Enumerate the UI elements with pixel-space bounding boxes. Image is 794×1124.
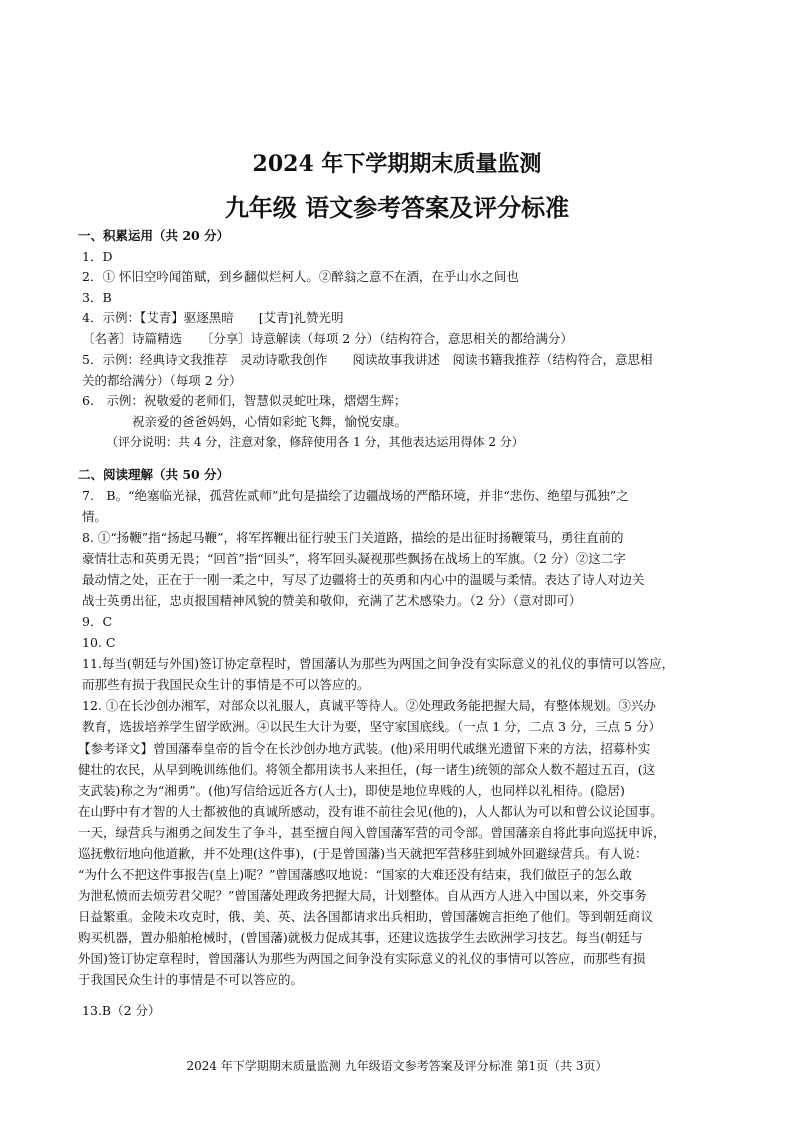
answer-line: 5．示例：经典诗文我推荐 灵动诗歌我创作 阅读故事我讲述 阅读书籍我推荐（结构符合，意思相 (82, 352, 653, 367)
answer-line: 2．① 怀旧空吟闻笛赋，到乡翻似烂柯人。②醉翁之意不在酒，在乎山水之间也 (82, 269, 519, 284)
translation-line: 外国)签订协定章程时，曾国藩认为那些为两国之间争没有实际意义的礼仪的事情可以答应，而那些有损 (78, 951, 646, 966)
answer-line: 7. B。“绝塞临光禄，孤营佐贰师”此句是描绘了边疆战场的严酷环境，并非“悲伤、绝望与孤独”之 (82, 488, 629, 503)
scoring-note: （评分说明：共 4 分，注意对象，修辞使用各 1 分，其他表达运用得体 2 分） (106, 435, 524, 449)
translation-line: 日益繁重。金陵未攻克时，俄、美、英、法各国都请求出兵相助，曾国藩婉言拒绝了他们。等到朝廷商议 (78, 909, 654, 924)
document-subtitle: 九年级 语文参考答案及评分标准 (224, 193, 570, 222)
answer-line: 战士英勇出征，忠贞报国精神风貌的赞美和敬仰，充满了艺术感染力。（2 分）（意对即可） (82, 593, 582, 608)
answer-line: 13.B（2 分） (82, 1003, 161, 1018)
answer-line: 10. C (82, 635, 116, 650)
answer-line: 4．示例：【艾青】驱逐黑暗 [艾青]礼赞光明 (82, 310, 344, 325)
translation-line: 健壮的农民，从早到晚训练他们。将领全都用读书人来担任，(每一诸生)统领的部众人数不超过五百，(这 (78, 762, 656, 777)
translation-line: 在山野中有才智的人士都被他的真诚所感动，没有谁不前往会见(他的)，人人都认为可以和曾公议论国事。 (78, 804, 663, 819)
translation-line: 于我国民众生计的事情是不可以答应的。 (78, 972, 304, 987)
answer-line: 情。 (82, 509, 108, 524)
answer-line: 3．B (82, 290, 112, 305)
translation-line: 为泄私愤而去烦劳君父呢？”曾国藩处理政务把握大局，计划整体。自从西方人进入中国以来，外交事务 (78, 888, 647, 903)
answer-line: 9．C (82, 614, 113, 629)
answer-line: 关的都给满分）（每项 2 分） (82, 373, 242, 388)
answer-line: 最动情之处，正在于一刚一柔之中，写尽了边疆将士的英勇和内心中的温暖与柔情。表达了诗人对边关 (82, 572, 645, 587)
answer-line: 12. ①在长沙创办湘军，对部众以礼服人，真诚平等待人。②处理政务能把握大局，有整体规划。③兴办 (82, 698, 656, 713)
answer-line: 11.每当(朝廷与外国)签订协定章程时，曾国藩认为那些为两国之间争没有实际意义的礼仪的事情可以答应， (82, 656, 675, 671)
translation-line: 【参考译文】曾国藩奉皇帝的旨令在长沙创办地方武装。(他)采用明代戚继光遗留下来的方法，招募朴实 (78, 741, 651, 756)
answer-line: 1．D (82, 249, 113, 264)
section-heading-reading: 二、阅读理解（共 50 分） (78, 467, 230, 482)
page-footer: 2024 年下学期期末质量监测 九年级语文参考答案及评分标准 第1页（共 3页） (186, 1059, 608, 1073)
answer-line: 8. ①“扬鞭”指“扬起马鞭”，将军挥鞭出征行驶玉门关道路，描绘的是出征时扬鞭策马，勇往直前的 (82, 530, 624, 545)
document-title: 2024 年下学期期末质量监测 (252, 151, 542, 177)
answer-line: 豪情壮志和英勇无畏；“回首”指“回头”，将军回头凝视那些飘扬在战场上的军旗。（2 分）②这二字 (82, 551, 626, 566)
translation-line: 一天，绿营兵与湘勇之间发生了争斗，甚至擅自闯入曾国藩军营的司令部。曾国藩亲自将此事向巡抚申诉， (78, 825, 666, 840)
answer-line: 教育，选拔培养学生留学欧洲。④以民生大计为要，坚守家国底线。（一点 1 分，二点 3 分，三点 5 分） (82, 719, 661, 734)
answer-line: 祝亲爱的爸爸妈妈，心情如彩蛇飞舞，愉悦安康。 (132, 414, 408, 429)
section-heading-accumulation: 一、积累运用（共 20 分） (78, 228, 230, 243)
answer-line: 而那些有损于我国民众生计的事情是不可以答应的。 (82, 677, 370, 692)
answer-line: 6. 示例：祝敬爱的老师们，智慧似灵蛇吐珠，熠熠生辉； (82, 393, 407, 408)
translation-line: “为什么不把这件事报告(皇上)呢？”曾国藩感叹地说：“国家的大难还没有结束，我们做臣子的怎么敢 (78, 867, 632, 882)
translation-line: 支武装)称之为“湘勇”。(他)写信给远近各方(人士)，即使是地位卑贱的人，也同样以礼相待。(隐居) (78, 783, 625, 798)
answer-line: 〔名著〕诗篇精选 〔分享〕诗意解读（每项 2 分）（结构符合，意思相关的都给满分） (82, 331, 573, 346)
translation-line: 巡抚敷衍地向他道歉，并不处理(这件事)，(于是曾国藩)当天就把军营移驻到城外回避绿营兵。有人说： (78, 846, 648, 861)
translation-line: 购买机器，置办船舶枪械时，(曾国藩)就极力促成其事，还建议选拔学生去欧洲学习技艺。每当(朝廷与 (78, 930, 643, 945)
